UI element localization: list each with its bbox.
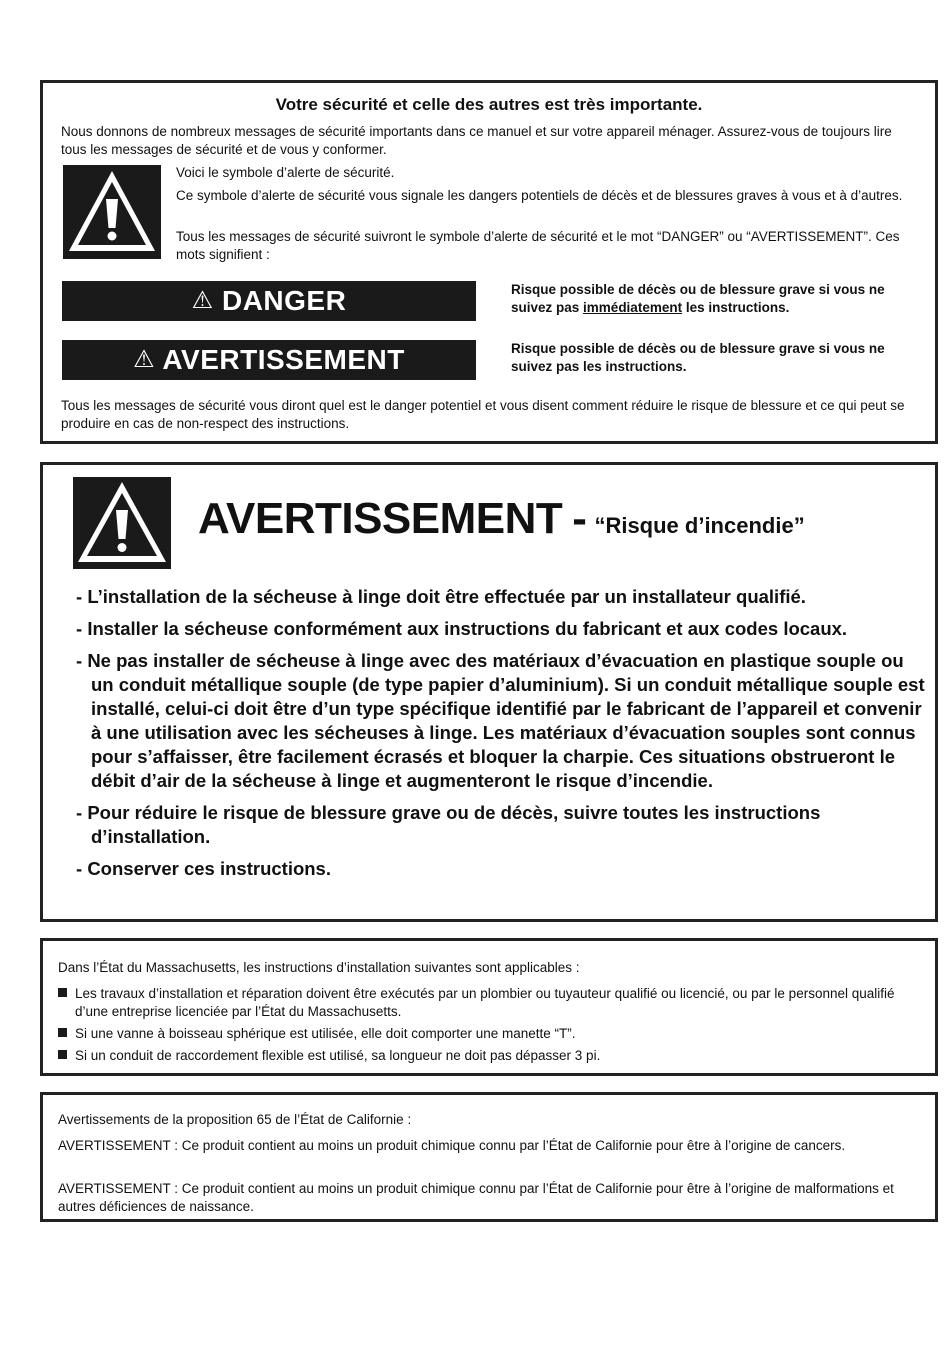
california-warning-cancer: AVERTISSEMENT : Ce produit contient au moins un produit chimique connu par l’État de Californie pour être à l’origine de cancers.	[58, 1138, 846, 1153]
list-item: - Conserver ces instructions.	[76, 857, 926, 881]
fire-warning-title: AVERTISSEMENT - “Risque d’incendie”	[198, 494, 805, 543]
list-item: - Ne pas installer de sécheuse à linge avec des matériaux d’évacuation en plastique souple ou un conduit métallique souple (de type papier d’aluminium). Si un conduit métallique souple est installé, celui-ci doit être d’un type spécifique identifié par le fabricant de l’appareil et convenir à une utilisation avec les sécheuses à linge. Les matériaux d’évacuation souples sont connus pour s’affaisser, être facilement écrasés et bloquer la charpie. Ces situations obstrueront le débit d’air de la sécheuse à linge et augmenteront le risque d’incendie.	[76, 649, 926, 793]
massachusetts-intro: Dans l’État du Massachusetts, les instructions d’installation suivantes sont applicables :	[58, 960, 580, 975]
danger-banner	[62, 281, 476, 321]
warning-label: AVERTISSEMENT	[162, 344, 405, 375]
safety-intro: Nous donnons de nombreux messages de sécurité importants dans ce manuel et sur votre appareil ménager. Assurez-vous de toujours lire tous les messages de sécurité et de vous y conformer.	[61, 124, 892, 157]
fire-alert-icon	[73, 477, 171, 569]
danger-description: Risque possible de décès ou de blessure grave si vous ne suivez pas immédiatement les instructions.	[511, 282, 885, 315]
list-item: - L’installation de la sécheuse à linge doit être effectuée par un installateur qualifié.	[76, 585, 926, 609]
bullet-square-icon	[58, 1028, 67, 1037]
safety-title: Votre sécurité et celle des autres est très importante.	[275, 95, 703, 114]
warning-triangle-icon: ⚠	[133, 346, 156, 373]
fire-warning-box	[40, 462, 938, 922]
danger-label: DANGER	[221, 285, 347, 316]
safety-footer: Tous les messages de sécurité vous diront quel est le danger potentiel et vous disent comment réduire le risque de blessure et ce qui peut se produire en cas de non-respect des instructions.	[61, 398, 905, 431]
safety-info-box	[40, 80, 938, 444]
list-item: Les travaux d’installation et réparation doivent être exécutés par un plombier ou tuyauteur qualifié ou licencié, ou par le personnel qualifié d’une entreprise licenciée par l’État du Massachusetts.	[58, 985, 915, 1021]
california-box	[40, 1092, 938, 1222]
warning-triangle-icon: ⚠	[191, 287, 214, 314]
fire-warning-heading: AVERTISSEMENT	[198, 494, 563, 543]
fire-warning-list	[76, 585, 926, 889]
list-item: Si un conduit de raccordement flexible est utilisé, sa longueur ne doit pas dépasser 3 pi.	[58, 1047, 915, 1065]
warning-description: Risque possible de décès ou de blessure grave si vous ne suivez pas les instructions.	[511, 341, 885, 374]
warning-banner	[62, 340, 476, 380]
california-warning-birth: AVERTISSEMENT : Ce produit contient au moins un produit chimique connu par l’État de Californie pour être à l’origine de malformations et autres déficiences de naissance.	[58, 1181, 894, 1214]
symbol-description: Ce symbole d’alerte de sécurité vous signale les dangers potentiels de décès et de blessures graves à vous et à d’autres.	[176, 188, 903, 203]
bullet-square-icon	[58, 1050, 67, 1059]
symbol-line: Voici le symbole d’alerte de sécurité.	[176, 165, 395, 180]
symbol-follow-text: Tous les messages de sécurité suivront le symbole d’alerte de sécurité et le mot “DANGER” ou “AVERTISSEMENT”. Ces mots signifient :	[176, 229, 900, 262]
massachusetts-box	[40, 938, 938, 1076]
fire-warning-subtitle: “Risque d’incendie”	[594, 513, 805, 538]
california-intro: Avertissements de la proposition 65 de l’État de Californie :	[58, 1112, 412, 1127]
bullet-square-icon	[58, 988, 67, 997]
list-item: - Installer la sécheuse conformément aux instructions du fabricant et aux codes locaux.	[76, 617, 926, 641]
list-item: Si une vanne à boisseau sphérique est utilisée, elle doit comporter une manette “T”.	[58, 1025, 915, 1043]
list-item: - Pour réduire le risque de blessure grave ou de décès, suivre toutes les instructions d’installation.	[76, 801, 926, 849]
safety-alert-icon	[63, 165, 161, 259]
